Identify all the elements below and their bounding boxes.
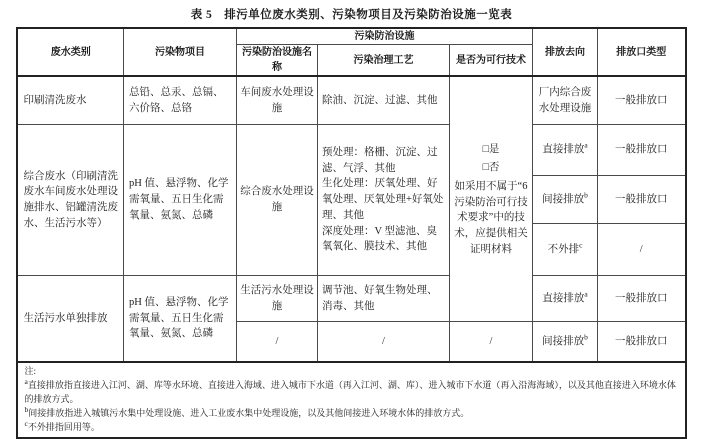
header-facility-name: 污染防治设施名称 <box>236 45 317 77</box>
destination-text: 间接排放 <box>542 335 585 347</box>
footnote-ref-a: a <box>584 140 588 150</box>
footnote-ref-c: c <box>579 240 583 250</box>
cell-row2-pollutants: pH 值、悬浮物、化学需氧量、五日生化需氧量、氨氮、总磷 <box>123 125 236 276</box>
table-title: 表 5 排污单位废水类别、污染物项目及污染防治设施一览表 <box>190 9 513 21</box>
cell-row2-category: 综合废水（印刷清洗废水车间废水处理设施排水、铝罐清洗废水、生活污水等） <box>17 125 123 276</box>
process-advanced-line: 深度处理：V 型滤池、臭氧氧化、膜技术、其他 <box>321 225 438 253</box>
cell-row3-category: 生活污水单独排放 <box>17 276 123 363</box>
cell-row2-facility: 综合废水处理设施 <box>236 125 317 276</box>
destination-text: 不外排 <box>547 243 580 255</box>
footnote-ref-b: b <box>584 332 588 342</box>
cell-row3a-outlet: 一般排放口 <box>598 276 686 322</box>
notes-label: 注: <box>24 366 36 376</box>
header-pollution-control-facility: 污染防治设施 <box>236 28 532 45</box>
header-wastewater-category: 废水类别 <box>17 28 123 76</box>
destination-text: 直接排放 <box>542 292 585 304</box>
header-feasible-tech: 是否为可行技术 <box>449 45 532 77</box>
note-c-text: 不外排指回用等。 <box>27 421 100 432</box>
table-row-comprehensive-wastewater-direct <box>17 125 685 176</box>
feasible-no-option: □否 <box>482 162 500 174</box>
cell-row2a-outlet: 一般排放口 <box>598 125 686 176</box>
cell-row3b-facility: / <box>236 322 317 363</box>
table-notes-row <box>17 362 685 438</box>
note-a <box>24 376 678 407</box>
cell-row3b-outlet: 一般排放口 <box>598 322 686 363</box>
header-outlet-type: 排放口类型 <box>598 28 686 76</box>
cell-row2a-destination <box>533 125 598 176</box>
note-a-text: 直接排放指直接进入江河、湖、库等水环境、直接进入海域、进入城市下水道（再入江河、湖、库）、进入城市下水道（再入沿海海域），以及其他直接进入环境水体的排放方式。 <box>24 379 676 404</box>
cell-row2c-destination <box>533 224 598 276</box>
destination-text: 间接排放 <box>542 193 585 205</box>
header-pollutant-items: 污染物项目 <box>123 28 236 76</box>
destination-text: 直接排放 <box>542 144 585 156</box>
cell-row3-pollutants: pH 值、悬浮物、化学需氧量、五日生化需氧量、氨氮、总磷 <box>123 276 236 363</box>
cell-row2c-outlet: / <box>598 224 686 276</box>
process-pretreatment-line: 预处理：格栅、沉淀、过滤、气浮、其他 <box>321 146 438 174</box>
cell-feasible-tech-merged <box>449 76 532 322</box>
cell-row3b-feasible: / <box>449 322 532 363</box>
feasible-yes-option: □是 <box>482 144 500 156</box>
cell-row3b-process: / <box>317 322 449 363</box>
cell-row3a-process: 调节池、好氧生物处理、消毒、其他 <box>317 276 449 322</box>
cell-row1-destination: 厂内综合废水处理设施 <box>533 76 598 125</box>
note-b-text: 间接排放指进入城镇污水集中处理设施、进入工业废水集中处理设施，以及其他间接进入环境水体的排放方式。 <box>28 407 470 418</box>
process-biochemical-line: 生化处理：厌氧处理、好氧处理、厌氧处理+好氧处理、其他 <box>321 178 444 221</box>
cell-row3b-destination <box>533 322 598 363</box>
cell-row1-process: 除油、沉淀、过滤、其他 <box>317 76 449 125</box>
wastewater-table <box>16 27 686 439</box>
cell-row1-category: 印刷清洗废水 <box>17 76 123 125</box>
note-b <box>24 404 678 421</box>
note-c <box>24 418 678 435</box>
footnote-marker-c: c <box>24 418 28 428</box>
cell-row2b-outlet: 一般排放口 <box>598 176 686 224</box>
cell-row3a-destination <box>533 276 598 322</box>
cell-row1-outlet: 一般排放口 <box>598 76 686 125</box>
table-row-printing-wastewater <box>17 76 685 125</box>
feasible-note-text: 如采用不属于“6 污染防治可行技术要求”中的技术，应提供相关证明材料 <box>454 180 528 255</box>
header-discharge-destination: 排放去向 <box>533 28 598 76</box>
footnote-ref-b: b <box>584 190 588 200</box>
footnote-ref-a: a <box>584 289 588 299</box>
cell-row1-pollutants: 总铅、总汞、总镉、六价铬、总铬 <box>123 76 236 125</box>
cell-row1-facility: 车间废水处理设施 <box>236 76 317 125</box>
footnote-marker-a: a <box>24 376 28 386</box>
footnote-marker-b: b <box>24 404 29 414</box>
notes-cell <box>17 362 685 438</box>
cell-row2-process <box>317 125 449 276</box>
cell-row3a-facility: 生活污水处理设施 <box>236 276 317 322</box>
table-row-domestic-sewage-direct <box>17 276 685 322</box>
cell-row2b-destination <box>533 176 598 224</box>
header-treatment-process: 污染治理工艺 <box>317 45 449 77</box>
